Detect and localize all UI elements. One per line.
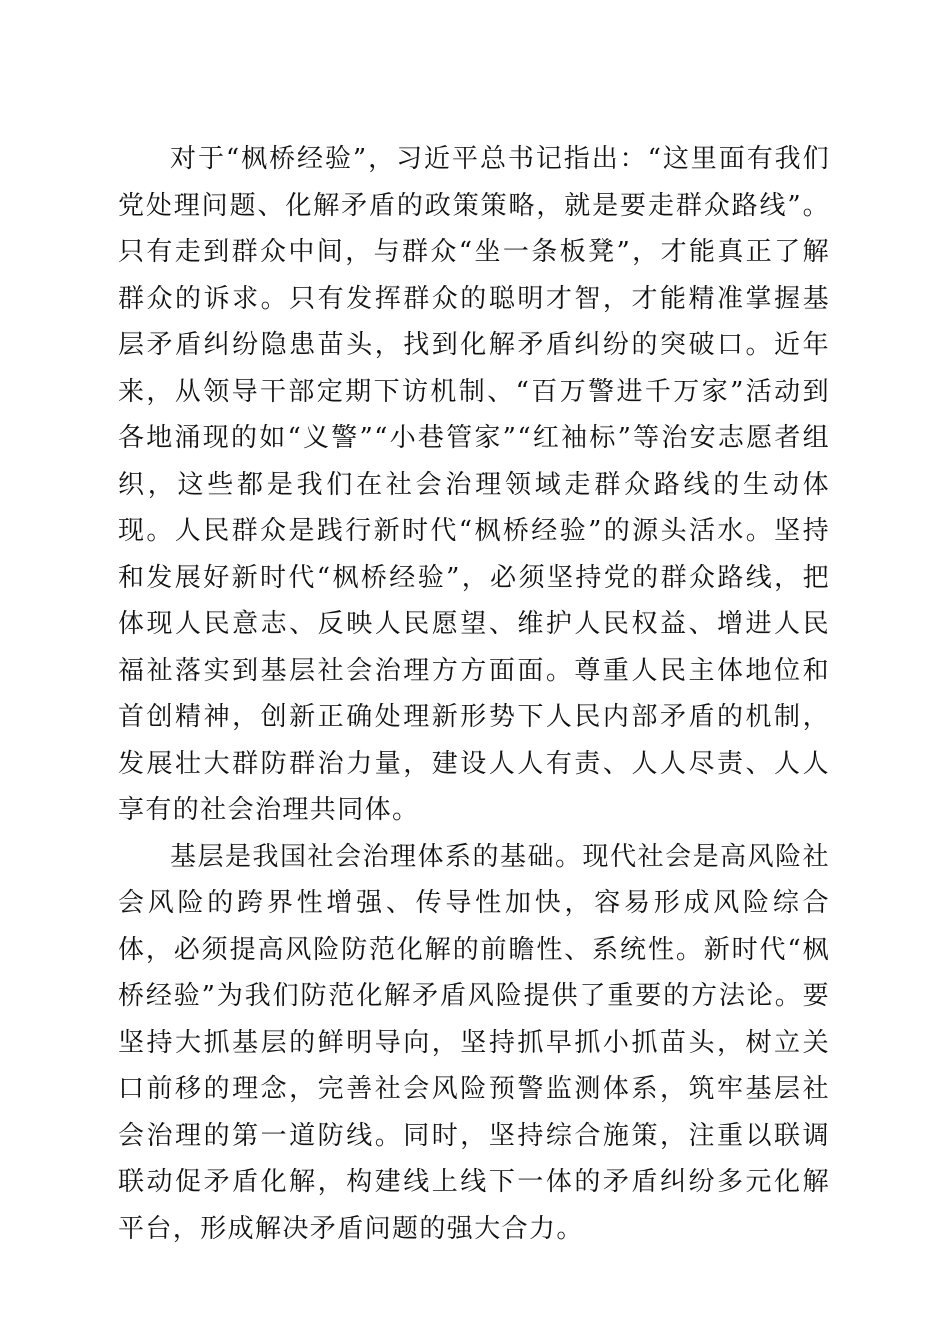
- paragraph-2: 基层是我国社会治理体系的基础。现代社会是高风险社会风险的跨界性增强、传导性加快，容易形成风险综合体，必须提高风险防范化解的前瞻性、系统性。新时代“枫桥经验”为我们防范化解矛盾风险提供了重要的方法论。要坚持大抓基层的鲜明导向，坚持抓早抓小抓苗头，树立关口前移的理念，完善社会风险预警监测体系，筑牢基层社会治理的第一道防线。同时，坚持综合施策，注重以联调联动促矛盾化解，构建线上线下一体的矛盾纠纷多元化解平台，形成解决矛盾问题的强大合力。: [118, 841, 830, 1244]
- document-body: [118, 136, 830, 1252]
- paragraph-1: 对于“枫桥经验”，习近平总书记指出：“这里面有我们党处理问题、化解矛盾的政策策略，就是要走群众路线”。只有走到群众中间，与群众“坐一条板凳”，才能真正了解群众的诉求。只有发挥群众的聪明才智，才能精准掌握基层矛盾纠纷隐患苗头，找到化解矛盾纠纷的突破口。近年来，从领导干部定期下访机制、“百万警进千万家”活动到各地涌现的如“义警”“小巷管家”“红袖标”等治安志愿者组织，这些都是我们在社会治理领域走群众路线的生动体现。人民群众是践行新时代“枫桥经验”的源头活水。坚持和发展好新时代“枫桥经验”，必须坚持党的群众路线，把体现人民意志、反映人民愿望、维护人民权益、增进人民福祉落实到基层社会治理方方面面。尊重人民主体地位和首创精神，创新正确处理新形势下人民内部矛盾的机制，发展壮大群防群治力量，建设人人有责、人人尽责、人人享有的社会治理共同体。: [118, 144, 830, 825]
